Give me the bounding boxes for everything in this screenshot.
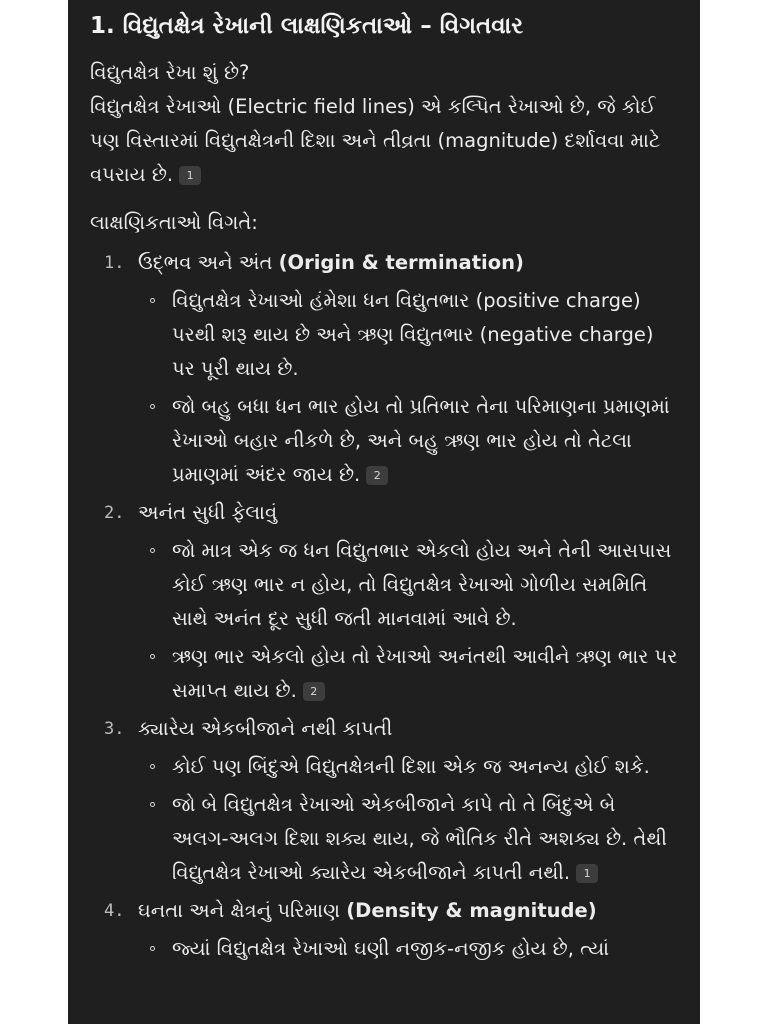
citation-badge[interactable]: 2 — [303, 682, 325, 701]
list-number: 1. — [104, 253, 125, 273]
item-heading: ક્યારેય એકબીજાને નથી કાપતી — [138, 717, 393, 740]
item-heading-english: (Origin & termination) — [278, 251, 524, 274]
list-item — [90, 894, 678, 966]
bullet-circle-icon — [150, 404, 155, 409]
bullet-text: જો માત્ર એક જ ધન વિદ્યુતભાર એકલો હોય અને તેની આસપાસ કોઈ ઋણ ભાર ન હોય, તો વિદ્યુતક્ષેત્ર રેખાઓ ગોળીય સમમિતિ સાથે અનંત દૂર સુધી જતી માનવામાં આવે છે. — [172, 539, 672, 630]
bullet-text: વિદ્યુતક્ષેત્ર રેખાઓ હંમેશા ધન વિદ્યુતભાર (positive charge) પરથી શરૂ થાય છે અને ઋણ વિદ્યુતભાર (negative charge) પર પૂરી થાય છે. — [172, 289, 654, 380]
list-number: 3. — [104, 719, 125, 739]
bullet-circle-icon — [150, 654, 155, 659]
bullet-circle-icon — [150, 548, 155, 553]
sub-list-item — [138, 390, 678, 492]
bullet-circle-icon — [150, 946, 155, 951]
bullet-text: જો બે વિદ્યુતક્ષેત્ર રેખાઓ એકબીજાને કાપે તો તે બિંદુએ બે અલગ-અલગ દિશા શક્ય થાય, જે ભૌતિક રીતે અશક્ય છે. તેથી વિદ્યુતક્ષેત્ર રેખાઓ ક્યારેય એકબીજાને કાપતી નથી. — [172, 793, 667, 884]
bullet-text: જો બહુ બધા ધન ભાર હોય તો પ્રતિભાર તેના પરિમાણના પ્રમાણમાં રેખાઓ બહાર નીકળે છે, અને બહુ ઋણ ભાર હોય તો તેટલા પ્રમાણમાં અંદર જાય છે. — [172, 395, 670, 486]
sub-list — [138, 534, 678, 708]
document-content — [68, 0, 700, 966]
item-heading: ઉદ્ભવ અને અંત — [138, 251, 279, 274]
bullet-circle-icon — [150, 298, 155, 303]
intro-text: વિદ્યુતક્ષેત્ર રેખાઓ (Electric field lines) એ કલ્પિત રેખાઓ છે, જે કોઈ પણ વિસ્તારમાં વિદ્યુતક્ષેત્રની દિશા અને તીવ્રતા (magnitude) દર્શાવવા માટે વપરાય છે. — [90, 95, 661, 186]
item-heading-english: (Density & magnitude) — [346, 899, 597, 922]
citation-badge[interactable]: 1 — [179, 166, 201, 185]
intro-paragraph — [90, 90, 678, 192]
sub-list-item — [138, 284, 678, 386]
bullet-circle-icon — [150, 802, 155, 807]
page-title: 1. વિદ્યુતક્ષેત્ર રેખાની લાક્ષણિકતાઓ – વિગતવાર — [90, 13, 524, 39]
citation-badge[interactable]: 2 — [366, 466, 388, 485]
sub-list-item — [138, 750, 678, 784]
sub-list — [138, 932, 678, 966]
details-label: લાક્ષણિકતાઓ વિગતે: — [90, 211, 258, 234]
sub-list-item — [138, 788, 678, 890]
sub-list-item — [138, 534, 678, 636]
list-item — [90, 496, 678, 708]
list-number: 4. — [104, 901, 125, 921]
item-heading: અનંત સુધી ફેલાવું — [138, 501, 278, 524]
citation-badge[interactable]: 1 — [576, 864, 598, 883]
list-item — [90, 246, 678, 492]
sub-list — [138, 750, 678, 890]
list-item — [90, 712, 678, 890]
sub-list — [138, 284, 678, 492]
question-line: વિદ્યુતક્ષેત્ર રેખા શું છે? — [90, 61, 250, 84]
bullet-text: જ્યાં વિદ્યુતક્ષેત્ર રેખાઓ ઘણી નજીક-નજીક હોય છે, ત્યાં — [172, 937, 609, 960]
sub-list-item — [138, 640, 678, 708]
bullet-text: કોઈ પણ બિંદુએ વિદ્યુતક્ષેત્રની દિશા એક જ અનન્ય હોઈ શકે. — [172, 755, 650, 778]
document-panel — [68, 0, 700, 1024]
bullet-circle-icon — [150, 764, 155, 769]
list-number: 2. — [104, 503, 125, 523]
item-heading: ઘનતા અને ક્ષેત્રનું પરિમાણ — [138, 899, 347, 922]
bullet-text: ઋણ ભાર એકલો હોય તો રેખાઓ અનંતથી આવીને ઋણ ભાર પર સમાપ્ત થાય છે. — [172, 645, 678, 702]
characteristics-list — [90, 246, 678, 966]
sub-list-item — [138, 932, 678, 966]
